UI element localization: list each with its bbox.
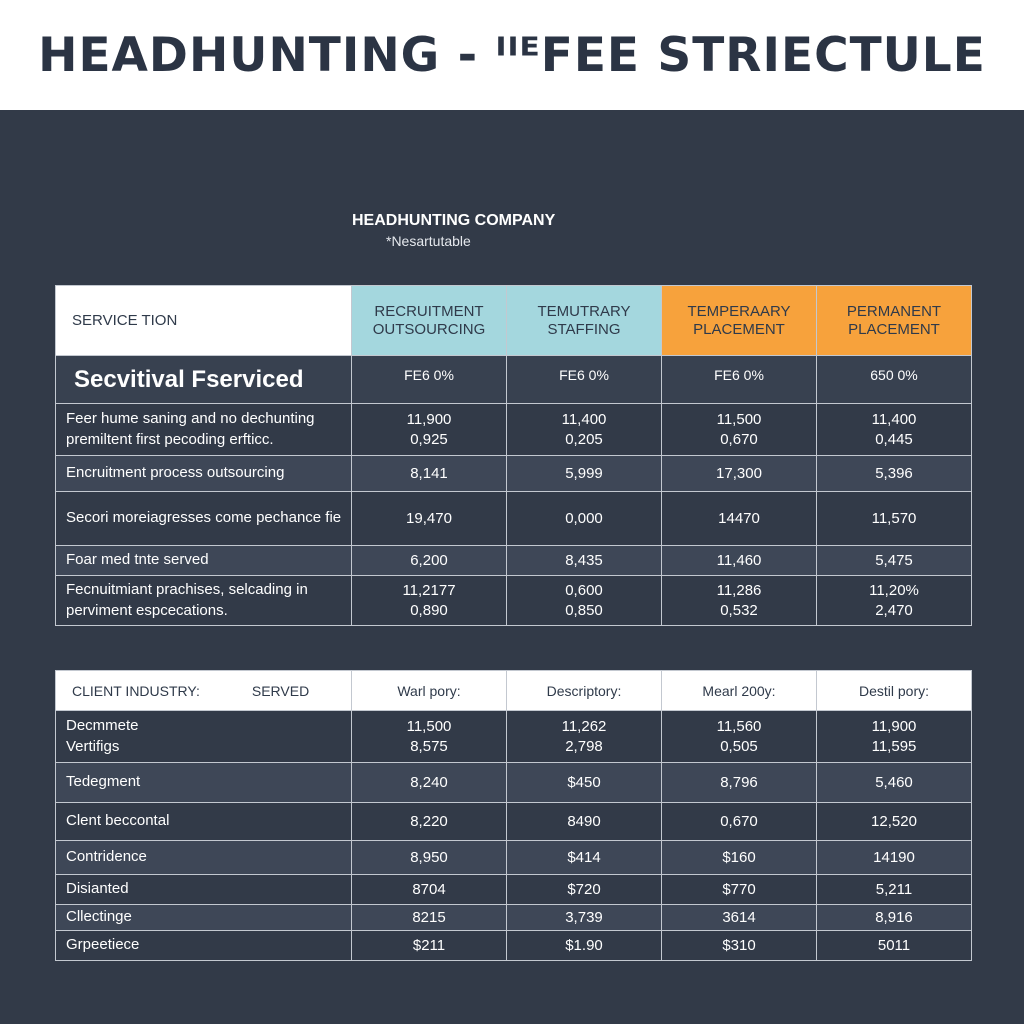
table-cell: $160 <box>662 841 817 875</box>
column-header-temporary-placement: TEMPERAARY PLACEMENT <box>662 286 817 356</box>
section-row <box>56 356 972 404</box>
table-cell: 8,950 <box>352 841 507 875</box>
table-cell: 11,286 0,532 <box>662 576 817 626</box>
row-label: Grpeetiece <box>56 931 352 961</box>
table-row <box>56 931 972 961</box>
table-row <box>56 404 972 456</box>
table-row <box>56 875 972 905</box>
column-header: Mearl 200y: <box>662 671 817 711</box>
row-label: Fecnuitmiant prachises, selcading in perviment espcecations. <box>56 576 352 626</box>
table-row <box>56 803 972 841</box>
table-cell: 3614 <box>662 905 817 931</box>
table-cell: 11,460 <box>662 546 817 576</box>
table-cell: 11,20% 2,470 <box>817 576 972 626</box>
table-cell: $1.90 <box>507 931 662 961</box>
table-cell: 8215 <box>352 905 507 931</box>
table-cell: 5,999 <box>507 456 662 492</box>
column-header-service: SERVICE TION <box>56 286 352 356</box>
row-label: Secori moreiagresses come pechance fie <box>56 492 352 546</box>
column-header-temporary-staffing: TEMUTRARY STAFFING <box>507 286 662 356</box>
column-header: Destil pory: <box>817 671 972 711</box>
table-cell: 12,520 <box>817 803 972 841</box>
table-cell: 11,500 0,670 <box>662 404 817 456</box>
table-header-row <box>56 671 972 711</box>
table-header-row <box>56 286 972 356</box>
table-cell: 8704 <box>352 875 507 905</box>
table-cell: 11,500 8,575 <box>352 711 507 763</box>
page-title: HEADHUNTING - ᴵᴵᴱFEE STRIECTULE <box>38 27 986 83</box>
row-label: Cllectinge <box>56 905 352 931</box>
table-cell: 11,560 0,505 <box>662 711 817 763</box>
table-cell: 11,570 <box>817 492 972 546</box>
page-header <box>0 0 1024 110</box>
table-cell: $310 <box>662 931 817 961</box>
column-header: Descriptory: <box>507 671 662 711</box>
table-cell: 3,739 <box>507 905 662 931</box>
table-cell: 11,400 0,445 <box>817 404 972 456</box>
row-label: Disianted <box>56 875 352 905</box>
table-cell: 8490 <box>507 803 662 841</box>
section-value: FE6 0% <box>352 356 507 404</box>
table-cell: 5,396 <box>817 456 972 492</box>
table-row <box>56 576 972 626</box>
table-cell: 5,460 <box>817 763 972 803</box>
client-industry-table <box>55 670 972 961</box>
table-row <box>56 546 972 576</box>
table-cell: 11,400 0,205 <box>507 404 662 456</box>
column-header-permanent-placement: PERMANENT PLACEMENT <box>817 286 972 356</box>
table-row <box>56 905 972 931</box>
table-cell: 6,200 <box>352 546 507 576</box>
table-row <box>56 492 972 546</box>
row-label: Contridence <box>56 841 352 875</box>
section-value: 650 0% <box>817 356 972 404</box>
column-header-client-industry <box>56 671 352 711</box>
table-cell: 5011 <box>817 931 972 961</box>
table-cell: 8,435 <box>507 546 662 576</box>
table-row <box>56 841 972 875</box>
table-cell: 14190 <box>817 841 972 875</box>
table-row <box>56 456 972 492</box>
section-title: Secvitival Fserviced <box>56 356 352 404</box>
client-industry-label: CLIENT INDUSTRY: <box>72 682 200 699</box>
table-cell: $770 <box>662 875 817 905</box>
company-subtitle: *Nesartutable <box>386 233 471 249</box>
row-label: Feer hume saning and no dechunting premiltent first pecoding erfticc. <box>56 404 352 456</box>
column-header-recruitment-outsourcing: RECRUITMENT OUTSOURCING <box>352 286 507 356</box>
table-cell: 0,600 0,850 <box>507 576 662 626</box>
table-cell: 8,796 <box>662 763 817 803</box>
table-cell: 0,670 <box>662 803 817 841</box>
table-cell: 11,900 11,595 <box>817 711 972 763</box>
table-row <box>56 711 972 763</box>
table-cell: 19,470 <box>352 492 507 546</box>
served-label: SERVED <box>251 682 310 699</box>
company-name: HEADHUNTING COMPANY <box>352 212 556 229</box>
table-cell: $720 <box>507 875 662 905</box>
column-header: Warl pory: <box>352 671 507 711</box>
table-cell: 5,211 <box>817 875 972 905</box>
table-cell: $450 <box>507 763 662 803</box>
table-cell: 11,2177 0,890 <box>352 576 507 626</box>
table-cell: 8,141 <box>352 456 507 492</box>
table-cell: 11,900 0,925 <box>352 404 507 456</box>
row-label: Decmmete Vertifigs <box>56 711 352 763</box>
section-value: FE6 0% <box>662 356 817 404</box>
row-label: Foar med tnte served <box>56 546 352 576</box>
fee-structure-table <box>55 285 972 626</box>
table-cell: 17,300 <box>662 456 817 492</box>
table-cell: 11,262 2,798 <box>507 711 662 763</box>
table-row <box>56 763 972 803</box>
row-label: Tedegment <box>56 763 352 803</box>
table-cell: 5,475 <box>817 546 972 576</box>
table-cell: $414 <box>507 841 662 875</box>
row-label: Encruitment process outsourcing <box>56 456 352 492</box>
row-label: Clent beccontal <box>56 803 352 841</box>
section-value: FE6 0% <box>507 356 662 404</box>
table-cell: 14470 <box>662 492 817 546</box>
table-cell: 8,220 <box>352 803 507 841</box>
table-cell: 8,916 <box>817 905 972 931</box>
table-cell: $211 <box>352 931 507 961</box>
table-cell: 8,240 <box>352 763 507 803</box>
table-cell: 0,000 <box>507 492 662 546</box>
